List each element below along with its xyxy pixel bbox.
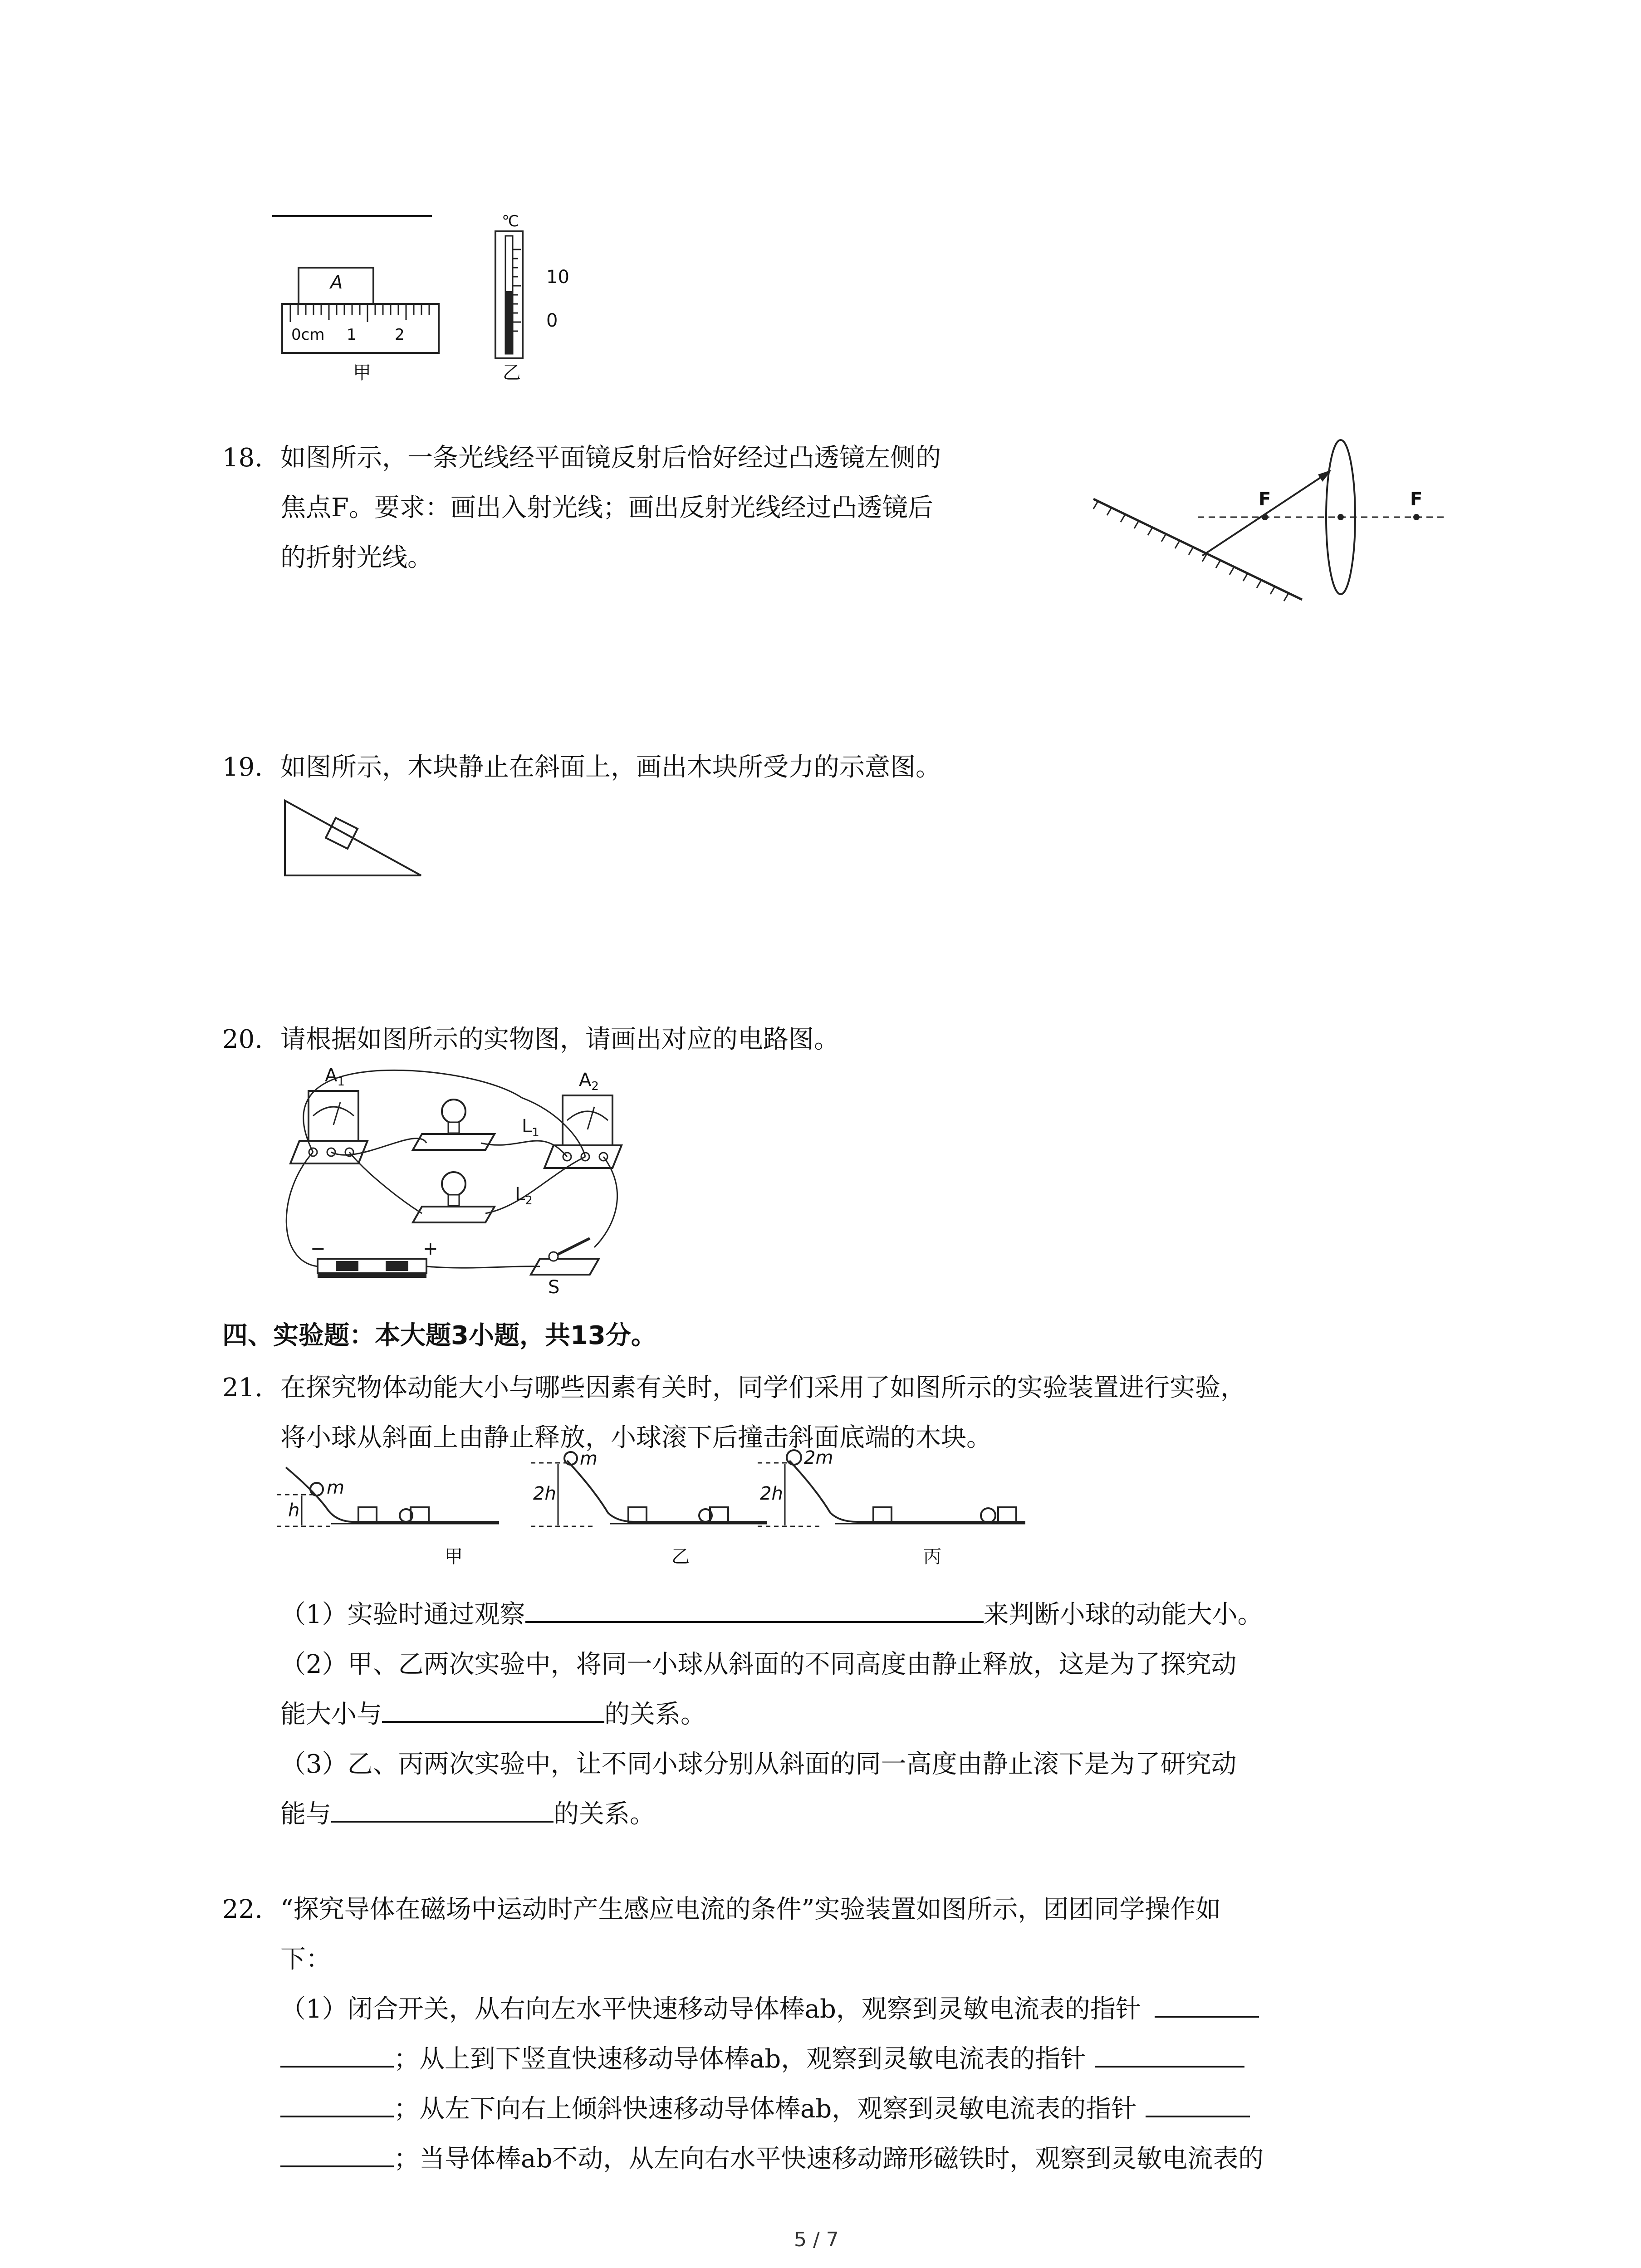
q21-part-2-line-1: （2）甲、乙两次实验中，将同一小球从斜面的不同高度由静止释放，这是为了探究动: [280, 1650, 1237, 1679]
q21-part-3-line-1: （3）乙、丙两次实验中，让不同小球分别从斜面的同一高度由静止滚下是为了研究动: [280, 1750, 1237, 1779]
q21-blank-3[interactable]: [331, 1795, 554, 1823]
q20-number: 20.: [222, 1025, 263, 1054]
q22-blank-1[interactable]: [1155, 1990, 1259, 2018]
thermometer-unit: ℃: [502, 212, 519, 230]
q21-line-2: 将小球从斜面上由静止释放，小球滚下后撞击斜面底端的木块。: [280, 1423, 992, 1452]
q22-blank-2[interactable]: [280, 2040, 394, 2068]
circuit-physical-diagram: [268, 1057, 631, 1297]
q21-part-1-suffix: 来判断小球的动能大小。: [983, 1600, 1263, 1629]
ball-b-mass-label: m: [580, 1448, 598, 1469]
figure-label-jia: 甲: [353, 362, 371, 383]
q20-figure: [268, 1057, 631, 1297]
q18-line-2: 焦点F。要求：画出入射光线；画出反射光线经过凸透镜后: [280, 493, 933, 523]
ball-c-mass-label: 2m: [804, 1447, 833, 1468]
q21-part-2-suffix: 的关系。: [604, 1700, 706, 1729]
focus-left-label: F: [1259, 489, 1271, 510]
ball-c-height-label: 2h: [760, 1483, 783, 1504]
q18-figure: [1089, 435, 1452, 608]
q22-number: 22.: [222, 1895, 263, 1924]
q19-number: 19.: [222, 753, 263, 782]
q20-text: 请根据如图所示的实物图，请画出对应的电路图。: [280, 1025, 839, 1054]
q21-part-1: [280, 1590, 1263, 1640]
q22-line-1: “探究导体在磁场中运动时产生感应电流的条件”实验装置如图所示，团团同学操作如: [280, 1895, 1221, 1924]
thermometer-tick-0: 0: [546, 310, 558, 331]
q22-line-2: 下：: [280, 1945, 331, 1974]
q21-number: 21.: [222, 1373, 263, 1403]
q21-part-1-prefix: （1）实验时通过观察: [280, 1600, 525, 1629]
q19-text: 如图所示，木块静止在斜面上，画出木块所受力的示意图。: [280, 753, 941, 782]
ruler-block-label: A: [330, 272, 343, 293]
q22-part-1-d-text: ；当导体棒ab不动，从左向右水平快速移动蹄形磁铁时，观察到灵敏电流表的: [394, 2144, 1264, 2174]
q22-blank-3[interactable]: [1095, 2040, 1244, 2068]
q22-part-1-a-text: （1）闭合开关，从右向左水平快速移动导体棒ab，观察到灵敏电流表的指针: [280, 1994, 1141, 2024]
thermometer-tick-10: 10: [546, 267, 569, 288]
q21-part-3-suffix: 的关系。: [554, 1799, 655, 1829]
ammeter-a1-label: $A_1$: [325, 1065, 345, 1089]
q22-part-1-c-text: ；从左下向右上倾斜快速移动导体棒ab，观察到灵敏电流表的指针: [394, 2094, 1137, 2124]
q18-number: 18.: [222, 443, 263, 473]
q19-figure: [277, 792, 426, 882]
ball-a-mass-label: m: [327, 1477, 344, 1498]
q21-part-3-prefix: 能与: [280, 1799, 331, 1829]
section-4-title: 四、实验题：本大题3小题，共13分。: [222, 1321, 656, 1350]
ball-a-height-label: h: [288, 1500, 300, 1521]
q21-line-1: 在探究物体动能大小与哪些因素有关时，同学们采用了如图所示的实验装置进行实验，: [280, 1373, 1246, 1403]
q22-blank-4[interactable]: [280, 2090, 394, 2117]
q22-part-1-b: [280, 2034, 1244, 2084]
ammeter-a2-label: $A_2$: [579, 1070, 599, 1093]
battery-plus-label: +: [423, 1238, 438, 1259]
q22-blank-6[interactable]: [280, 2140, 394, 2167]
ruler-tick-0: 0cm: [291, 326, 325, 344]
q21-part-2-line-2: [280, 1690, 706, 1740]
lamp-l1-label: $L_1$: [522, 1116, 539, 1139]
page-number: 5 / 7: [794, 2228, 839, 2251]
q17-figure: [272, 209, 590, 390]
ruler-tick-1: 1: [347, 326, 357, 344]
q21-blank-2[interactable]: [382, 1696, 604, 1723]
ball-b-height-label: 2h: [533, 1483, 556, 1504]
q21-part-2-prefix: 能大小与: [280, 1700, 382, 1729]
q21-blank-1[interactable]: [525, 1596, 984, 1623]
q22-blank-5[interactable]: [1146, 2090, 1250, 2117]
q22-part-1-c: [280, 2084, 1250, 2134]
q18-line-1: 如图所示，一条光线经平面镜反射后恰好经过凸透镜左侧的: [280, 443, 941, 473]
ruler-tick-2: 2: [395, 326, 405, 344]
q21-part-3-line-2: [280, 1789, 655, 1839]
figure-label-yi: 乙: [503, 362, 521, 383]
lamp-l2-label: $L_2$: [515, 1184, 533, 1207]
q22-part-1-b-text: ；从上到下竖直快速移动导体棒ab，观察到灵敏电流表的指针: [394, 2044, 1086, 2074]
mirror-lens-diagram: [1089, 435, 1452, 608]
incline-block-diagram: [277, 792, 426, 882]
switch-s-label: S: [548, 1277, 560, 1298]
focus-right-label: F: [1410, 489, 1423, 510]
battery-minus-label: −: [310, 1238, 326, 1259]
figure-label-bing: 丙: [923, 1546, 941, 1567]
q22-part-1-a: [280, 1984, 1259, 2034]
figure-label-yi: 乙: [671, 1546, 690, 1567]
q22-part-1-d: [280, 2134, 1264, 2184]
q18-line-3: 的折射光线。: [280, 543, 433, 572]
q21-figure: [277, 1447, 1048, 1581]
figure-label-jia: 甲: [445, 1546, 463, 1567]
ruler-thermometer-diagram: [272, 209, 590, 390]
